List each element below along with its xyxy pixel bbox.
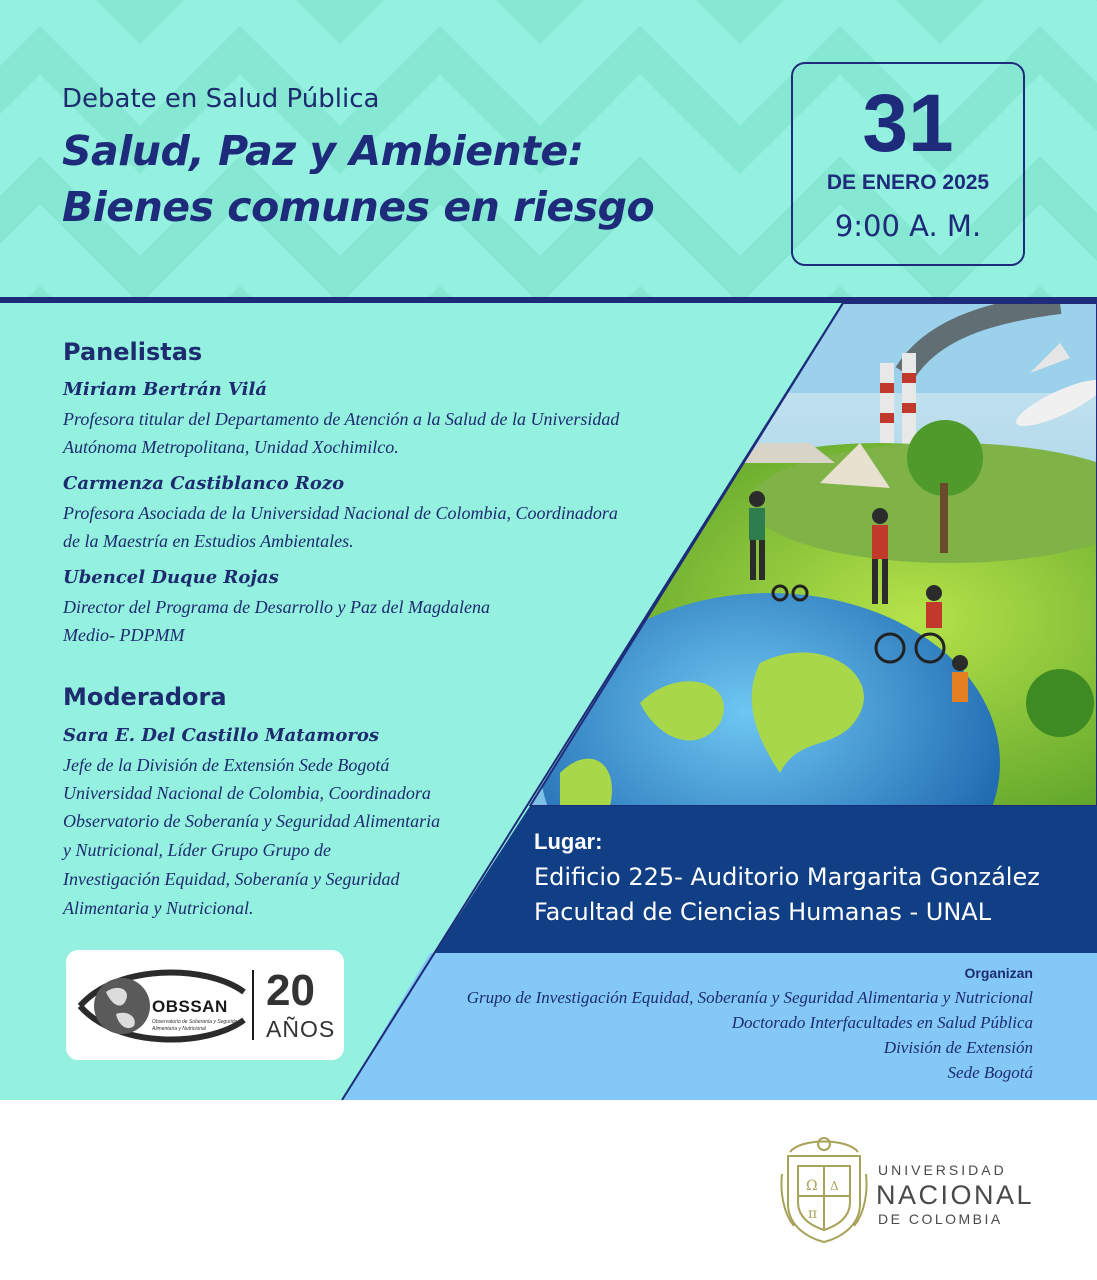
panelist-role: Medio- PDPMM [63, 625, 185, 645]
organizers-block [467, 965, 1033, 1085]
panelist-name: Ubencel Duque Rojas [63, 567, 279, 588]
header [0, 0, 1097, 298]
university-name-line-2: NACIONAL [876, 1180, 1035, 1210]
anniversary-label: AÑOS [266, 1016, 336, 1042]
moderator-role: Alimentaria y Nutricional. [63, 898, 254, 918]
date-box [791, 62, 1025, 266]
obssan-name: OBSSAN [152, 997, 228, 1016]
panelist-role: Profesora titular del Departamento de Atención a la Salud de la Universidad [63, 409, 620, 429]
event-subtitle: Debate en Salud Pública [62, 84, 380, 114]
logo-divider [252, 970, 254, 1040]
panelist-role: Director del Programa de Desarrollo y Paz del Magdalena [63, 597, 490, 617]
panelist-role: Autónoma Metropolitana, Unidad Xochimilco. [63, 437, 399, 457]
moderator-role: y Nutricional, Líder Grupo Grupo de [63, 840, 331, 860]
moderator-role: Universidad Nacional de Colombia, Coordinadora [63, 783, 431, 803]
svg-text:Ω: Ω [806, 1178, 818, 1194]
venue-label: Lugar: [534, 829, 603, 854]
organizer-item: Grupo de Investigación Equidad, Soberanía y Seguridad Alimentaria y Nutricional [466, 988, 1033, 1007]
university-name-line-1: UNIVERSIDAD [878, 1162, 1007, 1178]
date-day: 31 [862, 78, 954, 169]
svg-text:π: π [808, 1206, 818, 1222]
obssan-subtitle: Observatorio de Soberanía y Seguridad Alimentaria y Nutricional [152, 1019, 241, 1032]
event-title-line-1: Salud, Paz y Ambiente: [62, 127, 584, 175]
footer [0, 1100, 1097, 1280]
panelist-name: Miriam Bertrán Vilá [63, 379, 268, 400]
venue-line: Facultad de Ciencias Humanas - UNAL [534, 898, 992, 926]
panelist-role: de la Maestría en Estudios Ambientales. [63, 531, 354, 551]
panelist-name: Carmenza Castiblanco Rozo [63, 473, 345, 494]
moderator-role: Investigación Equidad, Soberanía y Seguridad [63, 869, 400, 889]
organizers-label: Organizan [964, 965, 1033, 981]
venue-line: Edificio 225- Auditorio Margarita González [534, 863, 1040, 891]
organizer-item: División de Extensión [883, 1038, 1033, 1057]
anniversary-number: 20 [266, 966, 315, 1015]
svg-text:Δ: Δ [830, 1179, 839, 1193]
event-title-line-2: Bienes comunes en riesgo [62, 183, 655, 231]
panelists-heading: Panelistas [63, 338, 203, 366]
organizer-item: Doctorado Interfacultades en Salud Pública [731, 1013, 1033, 1032]
moderator-heading: Moderadora [63, 683, 227, 711]
moderator-role: Observatorio de Soberanía y Seguridad Alimentaria [63, 811, 441, 831]
organizer-item: Sede Bogotá [947, 1063, 1033, 1082]
moderator-name: Sara E. Del Castillo Matamoros [63, 725, 379, 746]
content-area [0, 303, 1097, 1100]
university-name-line-3: DE COLOMBIA [878, 1211, 1003, 1227]
obssan-logo [66, 950, 344, 1060]
university-crest-icon [780, 1134, 868, 1244]
date-month-year: DE ENERO 2025 [826, 171, 990, 194]
panelist-role: Profesora Asociada de la Universidad Nacional de Colombia, Coordinadora [63, 503, 618, 523]
moderator-role: Jefe de la División de Extensión Sede Bogotá [63, 755, 390, 775]
date-time: 9:00 A. M. [834, 209, 982, 243]
